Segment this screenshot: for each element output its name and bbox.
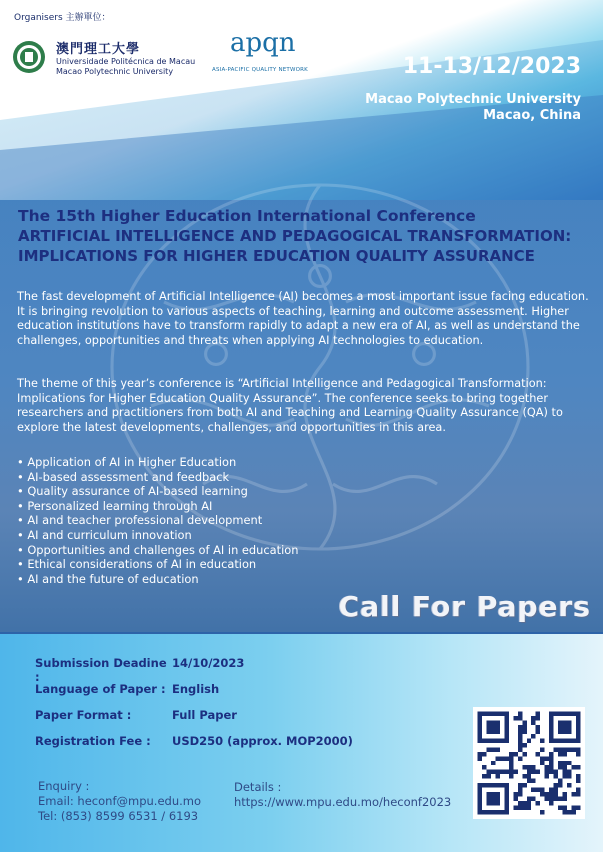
conference-title-line-2: ARTIFICIAL INTELLIGENCE AND PEDAGOGICAL TRANSFORMATION: xyxy=(18,227,572,245)
enquiry-tel: Tel: (853) 8599 6531 / 6193 xyxy=(38,809,199,823)
topic-item: • Personalized learning through AI xyxy=(17,498,213,513)
details-block xyxy=(234,780,451,810)
conference-date: 11-13/12/2023 xyxy=(402,54,581,79)
topic-item: • Ethical considerations of AI in education xyxy=(17,557,257,572)
intro-paragraph-1: The fast development of Artificial Intelligence (AI) becomes a most important issue facing education. It is bringing revolution to various aspects of teaching, learning and outcome assessment. Higher education institutions have to transform rapidly to adapt a new era of AI, as well as understand the challenges, opportunities and threats when applying AI technologies to education. xyxy=(17,290,589,347)
topic-item: • Opportunities and challenges of AI in education xyxy=(17,542,299,557)
conference-title-line-3: IMPLICATIONS FOR HIGHER EDUCATION QUALITY ASSURANCE xyxy=(18,247,535,265)
mpu-chinese-name: 澳門理工大學 xyxy=(56,42,141,57)
mpu-logo-text xyxy=(56,38,195,77)
enquiry-title: Enquiry : xyxy=(38,779,90,793)
apqn-wordmark: apqn xyxy=(230,28,296,58)
info-value: Full Paper xyxy=(172,708,237,722)
topic-list xyxy=(17,455,298,586)
topic-item: • AI and the future of education xyxy=(17,571,199,586)
topic-item: • AI and teacher professional development xyxy=(17,513,263,528)
mpu-seal-icon xyxy=(12,40,46,74)
venue-line-1: Macao Polytechnic University xyxy=(365,92,581,107)
conference-title-line-1: The 15th Higher Education International Conference xyxy=(18,207,476,225)
call-for-papers-heading: Call For Papers xyxy=(338,590,591,623)
topic-item: • AI-based assessment and feedback xyxy=(17,469,230,484)
info-label: Registration Fee : xyxy=(35,734,151,748)
topic-item: • Quality assurance of AI-based learning xyxy=(17,484,248,499)
info-value: 14/10/2023 xyxy=(172,656,245,670)
organisers-label: Organisers 主辦單位： xyxy=(14,13,111,23)
topic-item: • AI and curriculum innovation xyxy=(17,527,192,542)
details-url-link[interactable]: https://www.mpu.edu.mo/heconf2023 xyxy=(234,795,452,809)
info-label: Submission Deadine : xyxy=(35,656,167,684)
conference-title xyxy=(18,206,588,266)
info-label: Paper Format : xyxy=(35,708,132,722)
details-title: Details : xyxy=(234,780,282,794)
info-value: USD250 (approx. MOP2000) xyxy=(172,734,353,748)
apqn-subtitle: ASIA-PACIFIC QUALITY NETWORK xyxy=(212,67,308,73)
info-value: English xyxy=(172,682,220,696)
info-label: Language of Paper : xyxy=(35,682,166,696)
enquiry-block xyxy=(38,779,201,824)
enquiry-email[interactable]: Email: heconf@mpu.edu.mo xyxy=(38,794,201,808)
intro-paragraph-2: The theme of this year’s conference is “Artificial Intelligence and Pedagogical Transformation: Implications for Higher Education Quality Assurance”. The conference seeks to bring together researchers and practitioners from both AI and Teaching and Learning Quality Assurance (QA) to explore the latest developments, challenges, and opportunities in this area. xyxy=(17,377,563,434)
footer-divider xyxy=(0,632,603,634)
apqn-logo xyxy=(212,28,332,76)
qr-code-icon[interactable] xyxy=(473,707,585,819)
venue xyxy=(365,92,581,124)
topic-item: • Application of AI in Higher Education xyxy=(17,455,237,469)
mpu-english-name: Macao Polytechnic University xyxy=(56,67,174,76)
venue-line-2: Macao, China xyxy=(483,108,581,123)
mpu-portuguese-name: Universidade Politécnica de Macau xyxy=(56,57,196,66)
